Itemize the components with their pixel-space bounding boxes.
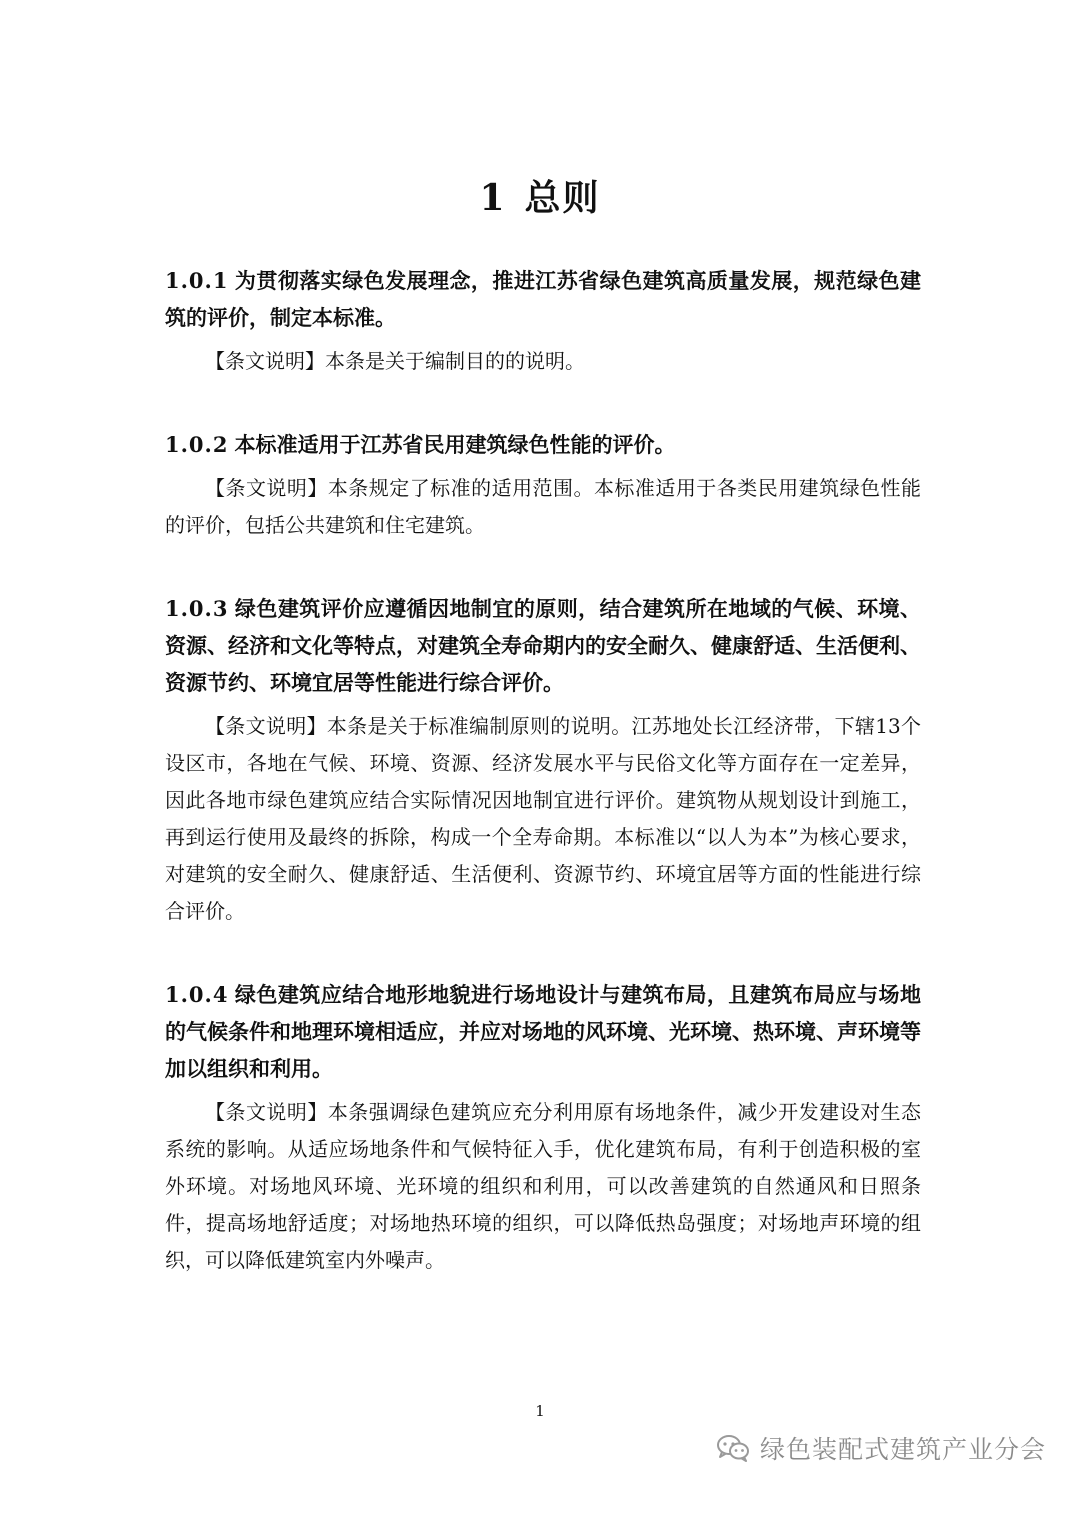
explanation-body: 本条规定了标准的适用范围。本标准适用于各类民用建筑绿色性能的评价，包括公共建筑和住宅建筑。: [165, 476, 922, 537]
clause-body: 本标准适用于江苏省民用建筑绿色性能的评价。: [234, 432, 676, 457]
clause-1-0-4: [165, 976, 921, 1279]
explanation-label: 【条文说明】: [205, 349, 325, 373]
clause-number: 1.0.2: [165, 432, 229, 457]
explanation-label: 【条文说明】: [205, 476, 328, 500]
clause-explanation: [165, 343, 921, 380]
page-number: 1: [535, 1402, 545, 1420]
clause-body: 绿色建筑评价应遵循因地制宜的原则，结合建筑所在地域的气候、环境、资源、经济和文化等特点，对建筑全寿命期内的安全耐久、健康舒适、生活便利、资源节约、环境宜居等性能进行综合评价。: [165, 596, 921, 695]
watermark: [716, 1430, 1046, 1466]
clause-explanation: [165, 470, 921, 544]
clause-body: 为贯彻落实绿色发展理念，推进江苏省绿色建筑高质量发展，规范绿色建筑的评价，制定本标准。: [165, 268, 921, 330]
clause-1-0-3: [165, 590, 921, 930]
explanation-body: 本条强调绿色建筑应充分利用原有场地条件，减少开发建设对生态系统的影响。从适应场地条件和气候特征入手，优化建筑布局，有利于创造积极的室外环境。对场地风环境、光环境的组织和利用，可以改善建筑的自然通风和日照条件，提高场地舒适度；对场地热环境的组织，可以降低热岛强度；对场地声环境的组织，可以降低建筑室内外噪声。: [165, 1100, 922, 1272]
clause-body: 绿色建筑应结合地形地貌进行场地设计与建筑布局，且建筑布局应与场地的气候条件和地理环境相适应，并应对场地的风环境、光环境、热环境、声环境等加以组织和利用。: [165, 982, 921, 1081]
chapter-number: 1: [479, 177, 507, 219]
clause-text: [165, 426, 921, 463]
clause-1-0-2: [165, 426, 921, 544]
explanation-label: 【条文说明】: [205, 1100, 328, 1124]
chapter-name: 总则: [524, 177, 601, 219]
clause-number: 1.0.1: [165, 268, 229, 293]
clause-text: [165, 590, 921, 701]
explanation-body: 本条是关于标准编制原则的说明。江苏地处长江经济带，下辖13个设区市，各地在气候、环境、资源、经济发展水平与民俗文化等方面存在一定差异，因此各地市绿色建筑应结合实际情况因地制宜进行评价。建筑物从规划设计到施工，再到运行使用及最终的拆除，构成一个全寿命期。本标准以“以人为本”为核心要求，对建筑的安全耐久、健康舒适、生活便利、资源节约、环境宜居等方面的性能进行综合评价。: [165, 714, 922, 923]
clause-number: 1.0.4: [165, 982, 229, 1007]
clause-text: [165, 262, 921, 336]
explanation-label: 【条文说明】: [205, 714, 327, 738]
main-content: [165, 262, 921, 1325]
clause-explanation: [165, 708, 921, 930]
watermark-text: 绿色装配式建筑产业分会: [759, 1435, 1046, 1464]
clause-explanation: [165, 1094, 921, 1279]
wechat-icon: [716, 1434, 750, 1462]
chapter-title: [0, 170, 1080, 221]
clause-1-0-1: [165, 262, 921, 380]
explanation-body: 本条是关于编制目的的说明。: [325, 349, 585, 373]
clause-number: 1.0.3: [165, 596, 229, 621]
clause-text: [165, 976, 921, 1087]
